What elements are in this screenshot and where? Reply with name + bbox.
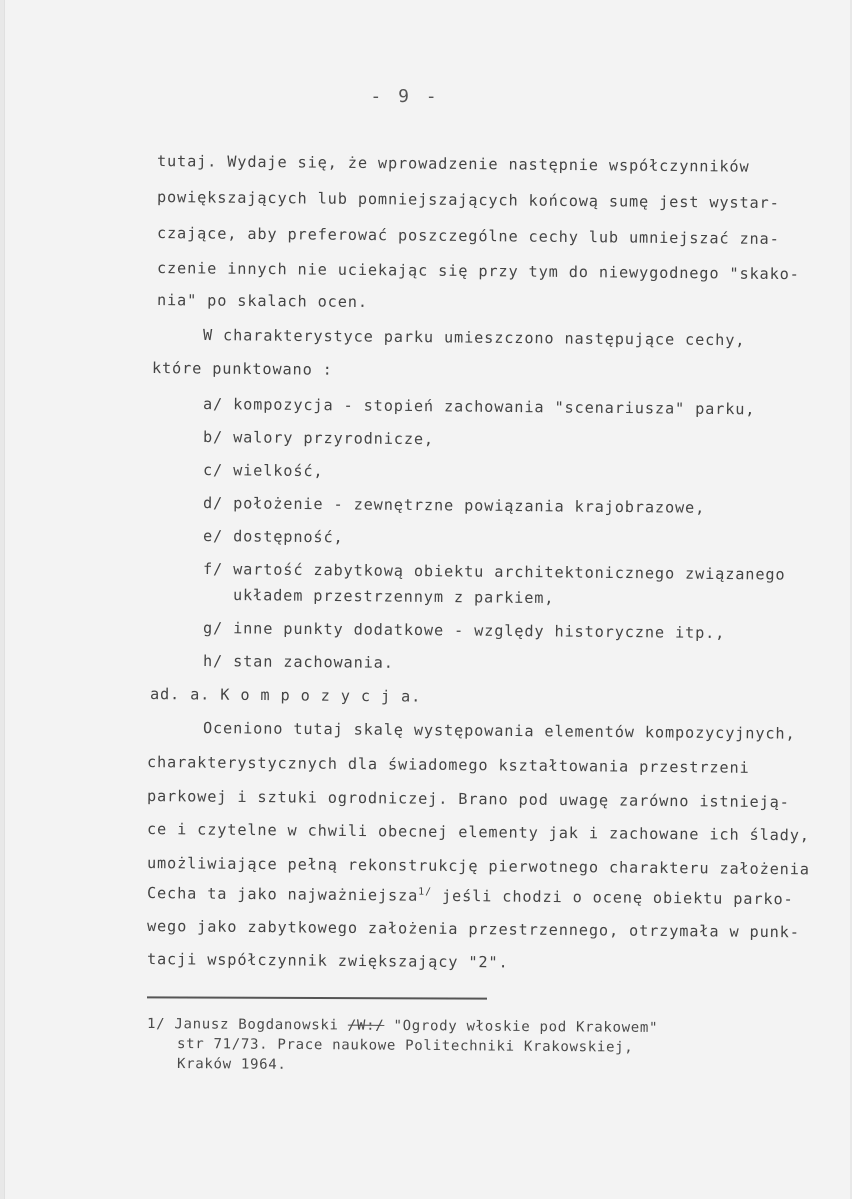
body-text: Cecha ta jako najważniejsza xyxy=(146,884,419,905)
list-item: b/ walory przyrodnicze, xyxy=(202,428,435,449)
footnote-reference: 1/ xyxy=(418,886,433,898)
list-item: a/ kompozycja - stopień zachowania "scenariusza" parku, xyxy=(202,395,756,419)
body-line: nia" po skalach ocen. xyxy=(156,291,368,312)
body-line: charakterystycznych dla świadomego kształtowania przestrzeni xyxy=(146,753,750,777)
body-line: czające, aby preferować poszczególne cechy lub umniejszać zna- xyxy=(156,224,780,248)
body-line: które punktowano : xyxy=(151,359,333,379)
body-line: powiększających lub pomniejszających końcową sumę jest wystar- xyxy=(156,188,780,212)
list-item: e/ dostępność, xyxy=(202,527,344,547)
list-item: g/ inne punkty dodatkowe - względy historyczne itp., xyxy=(202,619,726,643)
body-line: tacji współczynnik zwiększający "2". xyxy=(146,950,509,972)
list-item-continuation: układem przestrzennym z parkiem, xyxy=(232,586,555,608)
list-item: c/ wielkość, xyxy=(202,461,324,481)
body-line: czenie innych nie uciekając się przy tym do niewygodnego "skako- xyxy=(156,259,800,284)
page-number: - 9 - xyxy=(370,86,440,107)
body-line: tutaj. Wydaje się, że wprowadzenie następnie współczynników xyxy=(156,152,750,176)
footnote-divider xyxy=(147,996,487,999)
list-item: d/ położenie - zewnętrzne powiązania krajobrazowe, xyxy=(202,494,706,517)
struck-text: /W:/ xyxy=(347,1017,385,1034)
list-item: h/ stan zachowania. xyxy=(202,652,394,672)
body-line: ce i czytelne w chwili obecnej elementy jak i zachowane ich ślady, xyxy=(146,820,810,845)
section-heading: ad. a. K o m p o z y c j a. xyxy=(149,685,422,706)
body-text: jeśli chodzi o ocenę obiektu parko- xyxy=(431,886,794,909)
body-line: W charakterystyce parku umieszczono następujące cechy, xyxy=(202,326,746,350)
body-line: parkowej i sztuki ogrodniczej. Brano pod uwagę zarówno istnieją- xyxy=(146,787,790,812)
footnote-line: Kraków 1964. xyxy=(176,1056,287,1073)
list-item: f/ wartość zabytkową obiektu architektonicznego związanego xyxy=(202,560,786,584)
body-line: wego jako zabytkowego założenia przestrzennego, otrzymała w punk- xyxy=(146,917,800,942)
body-line: umożliwiające pełną rekonstrukcję pierwotnego charakteru założenia xyxy=(146,854,810,879)
footnote-text: "Ogrody włoskie pod Krakowem" xyxy=(384,1017,659,1037)
footnote-line xyxy=(147,1016,658,1036)
footnote-line: str 71/73. Prace naukowe Politechniki Krakowskiej, xyxy=(176,1036,634,1056)
document-page xyxy=(4,0,850,1199)
body-line: Oceniono tutaj skalę występowania elementów kompozycyjnych, xyxy=(202,719,796,743)
body-line xyxy=(147,884,794,908)
footnote-text: 1/ Janusz Bogdanowski xyxy=(146,1016,348,1034)
